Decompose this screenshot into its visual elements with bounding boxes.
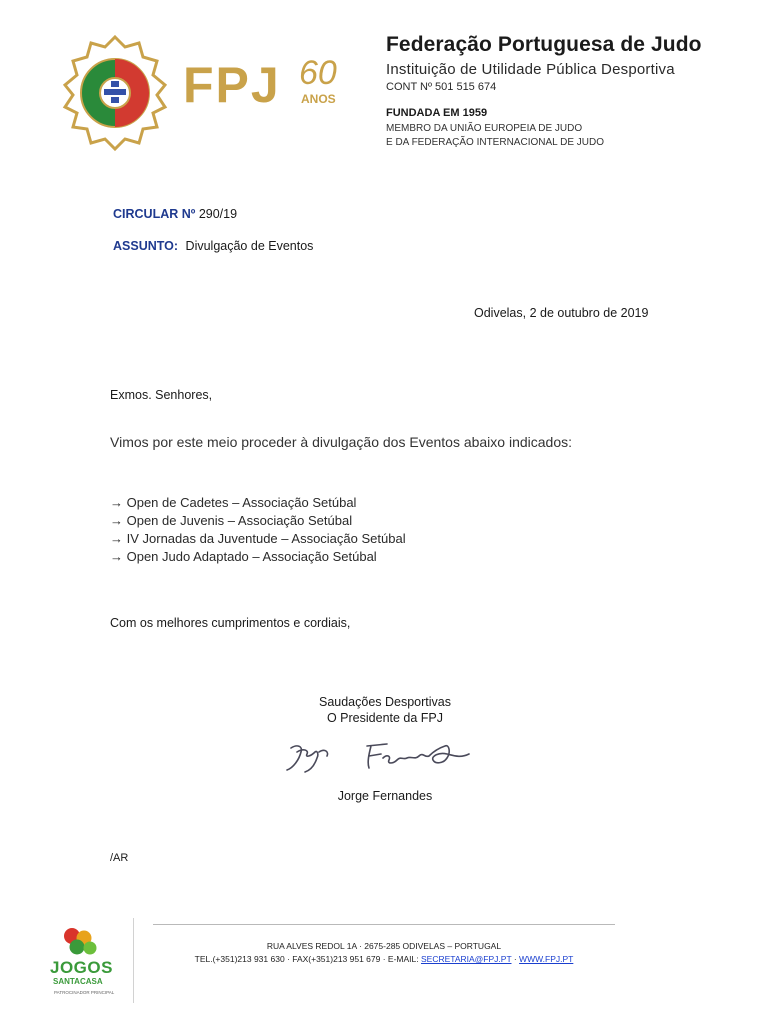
sponsor-caption: PATROCINADOR PRINCIPAL <box>54 990 115 995</box>
circular-number: 290/19 <box>198 207 238 221</box>
org-tax-number: CONT Nº 501 515 674 <box>386 81 497 93</box>
footer-separator: · <box>511 954 520 964</box>
org-founded: FUNDADA EM 1959 <box>386 107 488 119</box>
signature-block <box>285 694 485 726</box>
letter-date: Odivelas, 2 de outubro de 2019 <box>474 306 649 320</box>
footer-phone-fax: TEL.(+351)213 931 630 · FAX(+351)213 951 679 · E-MAIL: <box>194 954 421 964</box>
anniversary-anos: ANOS <box>301 92 336 106</box>
closing-line: Com os melhores cumprimentos e cordiais, <box>110 616 351 630</box>
intro-paragraph: Vimos por este meio proceder à divulgação dos Eventos abaixo indicados: <box>110 434 573 450</box>
event-item: → IV Jornadas da Juventude – Associação Setúbal <box>110 531 406 546</box>
sign-role: O Presidente da FPJ <box>326 711 444 725</box>
anniversary-number: 60 <box>299 54 337 92</box>
fpj-letters: FPJ <box>183 57 281 113</box>
org-membership <box>386 122 604 150</box>
footer-address: RUA ALVES REDOL 1A · 2675-285 ODIVELAS – PORTUGAL <box>266 941 502 951</box>
subject-value: Divulgação de Eventos <box>185 239 314 253</box>
sign-salutation: Saudações Desportivas <box>318 695 452 709</box>
website-link[interactable]: WWW.FPJ.PT <box>519 954 574 964</box>
membership-line-2: E DA FEDERAÇÃO INTERNACIONAL DE JUDO <box>386 137 604 148</box>
sponsor-name: JOGOS <box>50 958 113 977</box>
event-item: → Open de Cadetes – Associação Setúbal <box>110 495 357 510</box>
subject-label: ASSUNTO: <box>113 239 179 253</box>
clover-icon <box>46 924 118 960</box>
sponsor-logo <box>46 924 118 1000</box>
handwritten-signature <box>283 734 483 782</box>
signer-name: Jorge Fernandes <box>337 789 433 803</box>
footer-contact <box>153 954 615 964</box>
fpj-wordmark <box>183 54 353 113</box>
circular-line <box>113 207 237 221</box>
email-link[interactable]: SECRETARIA@FPJ.PT <box>420 954 512 964</box>
event-item: → Open Judo Adaptado – Associação Setúbal <box>110 549 377 564</box>
circular-label: CIRCULAR Nº <box>113 207 196 221</box>
events-list <box>110 494 406 566</box>
org-title: Federação Portuguesa de Judo <box>386 33 702 56</box>
org-subtitle: Instituição de Utilidade Pública Desportiva <box>386 61 675 78</box>
greeting: Exmos. Senhores, <box>110 388 213 402</box>
footer-divider <box>153 924 615 925</box>
fpj-emblem-logo <box>55 33 175 153</box>
subject-line <box>113 239 313 253</box>
event-item: → Open de Juvenis – Associação Setúbal <box>110 513 353 528</box>
membership-line-1: MEMBRO DA UNIÃO EUROPEIA DE JUDO <box>386 123 583 134</box>
footer-divider-vertical <box>133 918 134 1003</box>
typist-initials: /AR <box>110 852 129 864</box>
sponsor-subname: SANTACASA <box>53 977 103 986</box>
